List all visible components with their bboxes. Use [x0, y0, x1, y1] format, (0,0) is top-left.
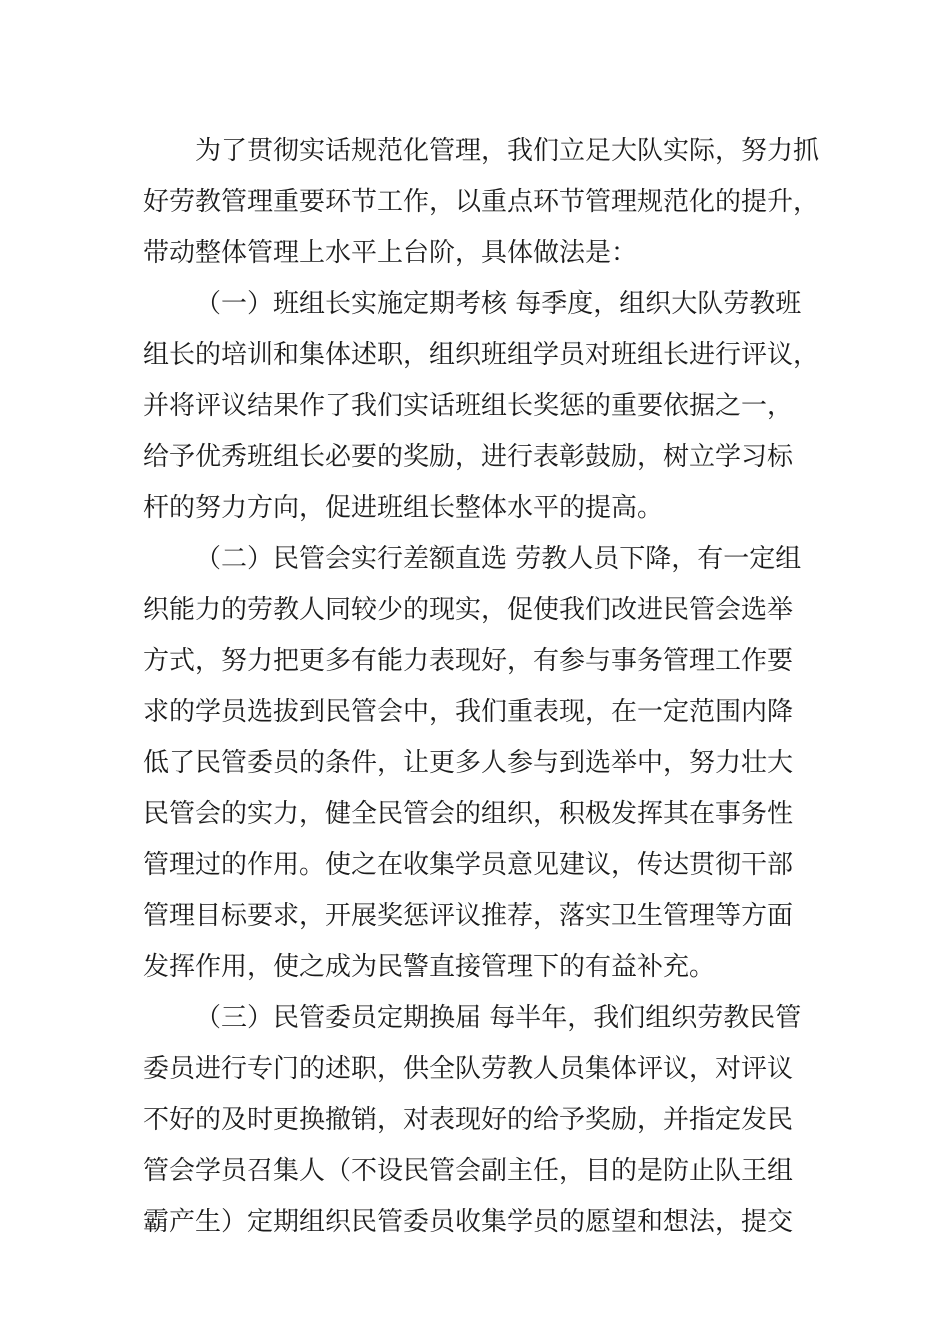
text-line: 管会学员召集人（不设民管会副主任，目的是防止队王组: [143, 1156, 794, 1186]
text-line: 方式，努力把更多有能力表现好，有参与事务管理工作要: [143, 646, 794, 676]
text-line: 发挥作用，使之成为民警直接管理下的有益补充。: [143, 952, 716, 982]
text-line: 组长的培训和集体述职，组织班组学员对班组长进行评议，: [143, 340, 820, 370]
body-text: [143, 126, 820, 1248]
text-line: 求的学员选拔到民管会中，我们重表现，在一定范围内降: [143, 697, 794, 727]
text-line: 织能力的劳教人同较少的现实，促使我们改进民管会选举: [143, 595, 794, 625]
text-line: （二）民管会实行差额直选 劳教人员下降，有一定组: [195, 544, 802, 574]
text-line: 管理目标要求，开展奖惩评议推荐，落实卫生管理等方面: [143, 901, 794, 931]
text-line: 为了贯彻实话规范化管理，我们立足大队实际，努力抓: [195, 136, 820, 166]
text-line: 杆的努力方向，促进班组长整体水平的提高。: [143, 493, 664, 523]
text-line: 不好的及时更换撤销，对表现好的给予奖励，并指定发民: [143, 1105, 794, 1135]
text-line: 霸产生）定期组织民管委员收集学员的愿望和想法，提交: [143, 1207, 794, 1237]
text-line: （三）民管委员定期换届 每半年，我们组织劳教民管: [195, 1003, 802, 1033]
text-line: 民管会的实力，健全民管会的组织，积极发挥其在事务性: [143, 799, 794, 829]
text-line: 带动整体管理上水平上台阶，具体做法是：: [143, 238, 638, 268]
text-line: 委员进行专门的述职，供全队劳教人员集体评议，对评议: [143, 1054, 794, 1084]
text-line: （一）班组长实施定期考核 每季度，组织大队劳教班: [195, 289, 802, 319]
text-line: 好劳教管理重要环节工作，以重点环节管理规范化的提升，: [143, 187, 820, 217]
text-line: 管理过的作用。使之在收集学员意见建议，传达贯彻干部: [143, 850, 794, 880]
text-line: 给予优秀班组长必要的奖励，进行表彰鼓励，树立学习标: [143, 442, 794, 472]
text-line: 并将评议结果作了我们实话班组长奖惩的重要依据之一，: [143, 391, 794, 421]
text-line: 低了民管委员的条件，让更多人参与到选举中，努力壮大: [143, 748, 794, 778]
